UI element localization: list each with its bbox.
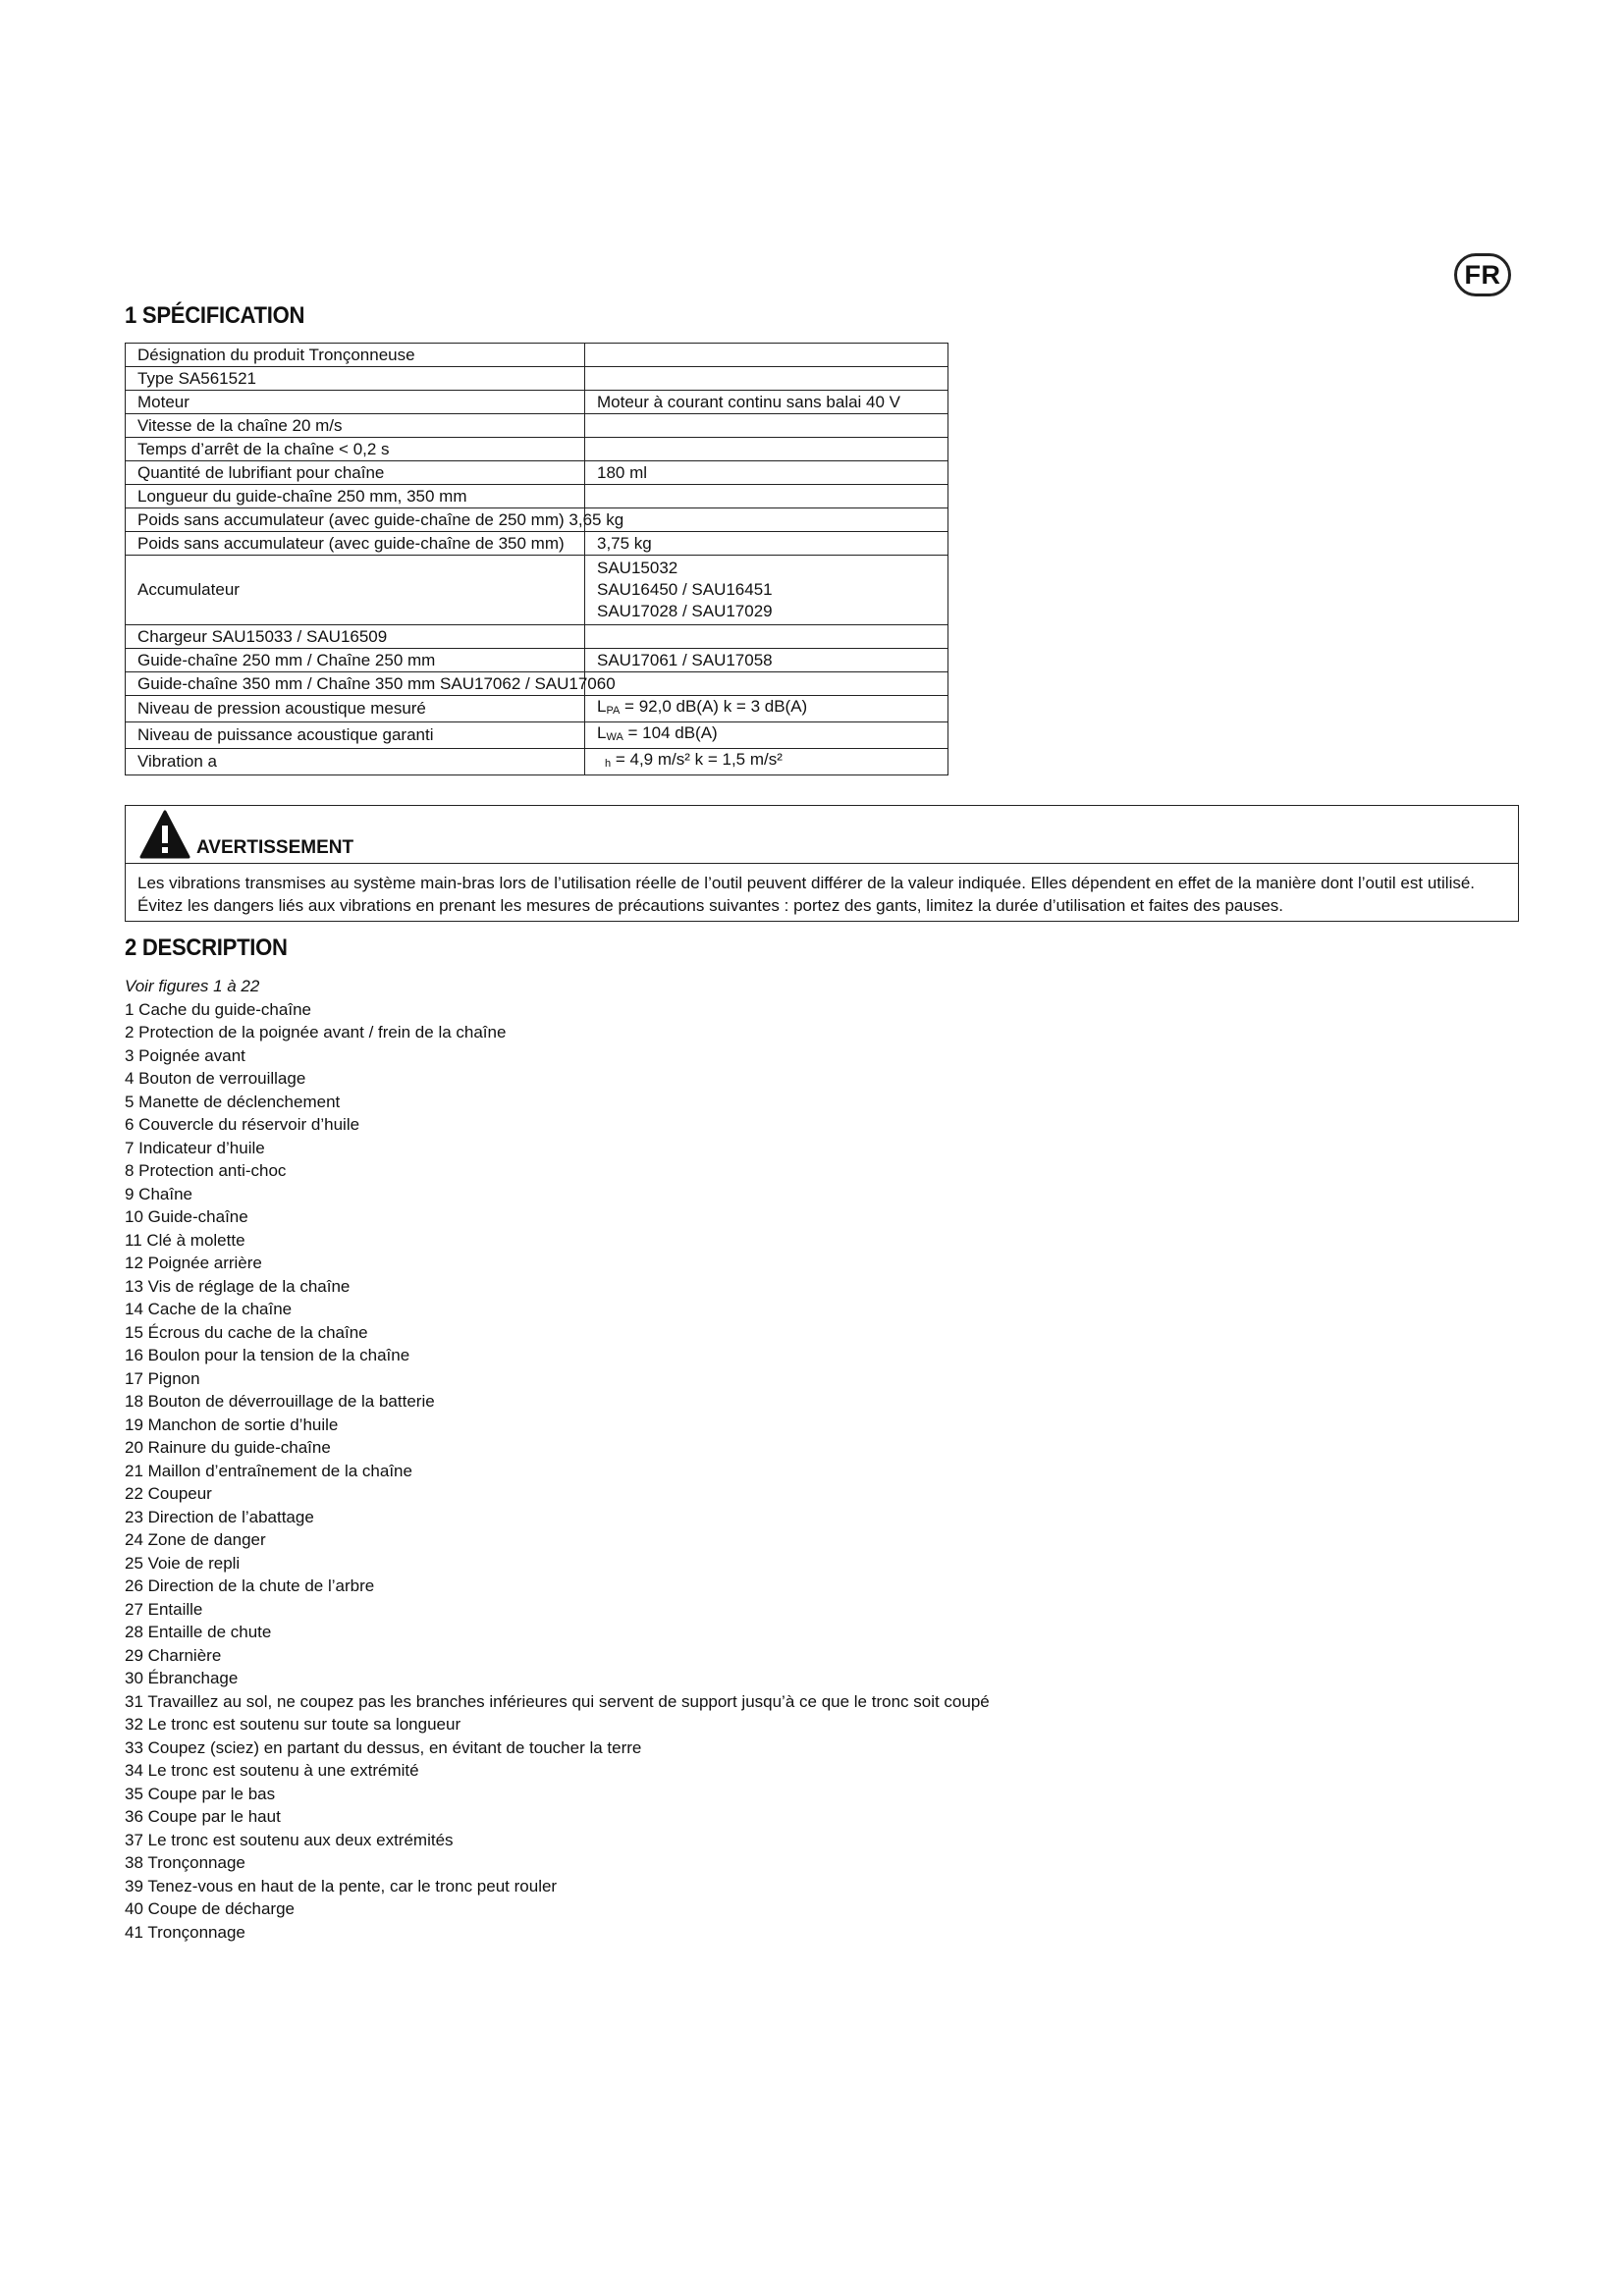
spec-value	[585, 485, 948, 508]
description-list	[125, 975, 990, 1944]
warning-text-line: Évitez les dangers liés aux vibrations en prenant les mesures de précautions suivantes : portez des gants, limitez la durée d’utilisation et faites des pauses.	[137, 896, 1284, 915]
spec-row	[126, 649, 948, 672]
spec-value: 180 ml	[585, 461, 948, 485]
spec-row	[126, 722, 948, 749]
list-item: 27 Entaille	[125, 1599, 203, 1619]
spec-value-text: = 4,9 m/s² k = 1,5 m/s²	[611, 750, 783, 769]
list-item: 33 Coupez (sciez) en partant du dessus, en évitant de toucher la terre	[125, 1737, 642, 1757]
list-item: 14 Cache de la chaîne	[125, 1300, 293, 1318]
list-item: 38 Tronçonnage	[125, 1853, 245, 1872]
spec-value	[585, 414, 948, 438]
warning-box	[125, 805, 1519, 922]
spec-label: Poids sans accumulateur (avec guide-chaîne de 250 mm) 3,65 kg	[126, 508, 585, 532]
list-item: 22 Coupeur	[125, 1484, 212, 1503]
list-item: 7 Indicateur d’huile	[125, 1138, 265, 1157]
list-item: 13 Vis de réglage de la chaîne	[125, 1276, 351, 1296]
description-title: 2 DESCRIPTION	[125, 934, 288, 961]
spec-row	[126, 532, 948, 556]
list-item: 34 Le tronc est soutenu à une extrémité	[125, 1761, 419, 1780]
spec-value	[585, 344, 948, 367]
specification-table	[125, 343, 948, 775]
spec-value-subscript: h	[605, 758, 612, 770]
list-item: 31 Travaillez au sol, ne coupez pas les branches inférieures qui servent de support jusqu’à ce que le tronc soit coupé	[125, 1691, 990, 1711]
spec-label: Vibration a	[126, 749, 585, 775]
list-item: 9 Chaîne	[125, 1184, 192, 1203]
spec-value	[585, 508, 948, 532]
list-item: 19 Manchon de sortie d’huile	[125, 1415, 339, 1434]
list-item: 6 Couvercle du réservoir d’huile	[125, 1115, 360, 1134]
specification-title: 1 SPÉCIFICATION	[125, 302, 305, 329]
list-item: 41 Tronçonnage	[125, 1922, 245, 1942]
figures-reference: Voir figures 1 à 22	[125, 977, 260, 995]
list-item: 1 Cache du guide-chaîne	[125, 999, 311, 1019]
spec-label: Vitesse de la chaîne 20 m/s	[126, 414, 585, 438]
spec-value-symbol: L	[597, 723, 607, 742]
spec-row	[126, 672, 948, 696]
spec-value-text: = 92,0 dB(A) k = 3 dB(A)	[620, 697, 808, 716]
spec-label: Guide-chaîne 250 mm / Chaîne 250 mm	[126, 649, 585, 672]
list-item: 32 Le tronc est soutenu sur toute sa longueur	[125, 1715, 461, 1734]
spec-label: Guide-chaîne 350 mm / Chaîne 350 mm SAU17062 / SAU17060	[126, 672, 585, 696]
list-item: 10 Guide-chaîne	[125, 1207, 248, 1226]
spec-row	[126, 461, 948, 485]
spec-label: Quantité de lubrifiant pour chaîne	[126, 461, 585, 485]
spec-label: Chargeur SAU15033 / SAU16509	[126, 625, 585, 649]
list-item: 30 Ébranchage	[125, 1669, 239, 1687]
warning-text-line: Les vibrations transmises au système main-bras lors de l’utilisation réelle de l’outil peuvent différer de la valeur indiquée. Elles dépendent en effet de la manière dont l’outil est utilisé.	[137, 874, 1476, 892]
list-item: 21 Maillon d’entraînement de la chaîne	[125, 1461, 412, 1480]
spec-value: 3,75 kg	[585, 532, 948, 556]
list-item: 20 Rainure du guide-chaîne	[125, 1438, 331, 1457]
list-item: 5 Manette de déclenchement	[125, 1092, 341, 1111]
list-item: 29 Charnière	[125, 1645, 222, 1665]
list-item: 35 Coupe par le bas	[125, 1784, 276, 1803]
warning-title: AVERTISSEMENT	[196, 837, 354, 858]
spec-label: Poids sans accumulateur (avec guide-chaîne de 350 mm)	[126, 532, 585, 556]
spec-row	[126, 696, 948, 722]
spec-value-line: SAU17028 / SAU17029	[597, 602, 773, 620]
spec-label: Niveau de pression acoustique mesuré	[126, 696, 585, 722]
spec-row	[126, 485, 948, 508]
list-item: 11 Clé à molette	[125, 1230, 245, 1250]
spec-value-subscript: WA	[606, 731, 623, 743]
spec-value	[585, 556, 948, 625]
list-item: 23 Direction de l’abattage	[125, 1507, 314, 1526]
warning-header	[126, 806, 1518, 864]
list-item: 16 Boulon pour la tension de la chaîne	[125, 1346, 410, 1364]
spec-row	[126, 438, 948, 461]
list-item: 18 Bouton de déverrouillage de la batterie	[125, 1392, 435, 1411]
spec-label: Temps d’arrêt de la chaîne < 0,2 s	[126, 438, 585, 461]
list-item: 12 Poignée arrière	[125, 1254, 262, 1272]
list-item: 8 Protection anti-choc	[125, 1161, 287, 1180]
spec-value: SAU17061 / SAU17058	[585, 649, 948, 672]
list-item: 24 Zone de danger	[125, 1530, 266, 1549]
spec-value	[585, 749, 948, 775]
spec-value	[585, 672, 948, 696]
spec-value: Moteur à courant continu sans balai 40 V	[585, 391, 948, 414]
spec-value-subscript: PA	[606, 705, 621, 717]
spec-row	[126, 367, 948, 391]
spec-value-line: SAU16450 / SAU16451	[597, 580, 773, 599]
spec-value	[585, 722, 948, 749]
spec-row	[126, 414, 948, 438]
spec-label: Type SA561521	[126, 367, 585, 391]
spec-label: Moteur	[126, 391, 585, 414]
spec-row	[126, 625, 948, 649]
list-item: 3 Poignée avant	[125, 1045, 245, 1065]
spec-label: Longueur du guide-chaîne 250 mm, 350 mm	[126, 485, 585, 508]
spec-label: Niveau de puissance acoustique garanti	[126, 722, 585, 749]
list-item: 15 Écrous du cache de la chaîne	[125, 1322, 368, 1342]
language-badge: FR	[1454, 253, 1511, 296]
list-item: 36 Coupe par le haut	[125, 1807, 281, 1826]
spec-value-line: SAU15032	[597, 559, 678, 577]
list-item: 4 Bouton de verrouillage	[125, 1069, 306, 1088]
spec-label: Désignation du produit Tronçonneuse	[126, 344, 585, 367]
list-item: 37 Le tronc est soutenu aux deux extrémités	[125, 1830, 454, 1849]
spec-value-text: = 104 dB(A)	[623, 723, 718, 742]
list-item: 2 Protection de la poignée avant / frein de la chaîne	[125, 1023, 507, 1041]
list-item: 40 Coupe de décharge	[125, 1899, 295, 1918]
spec-row	[126, 749, 948, 775]
spec-row	[126, 556, 948, 625]
spec-label: Accumulateur	[126, 556, 585, 625]
list-item: 25 Voie de repli	[125, 1553, 241, 1573]
spec-value	[585, 625, 948, 649]
spec-value	[585, 696, 948, 722]
spec-row	[126, 508, 948, 532]
spec-row	[126, 391, 948, 414]
spec-value	[585, 367, 948, 391]
list-item: 28 Entaille de chute	[125, 1623, 272, 1641]
warning-triangle-icon	[139, 810, 190, 861]
list-item: 39 Tenez-vous en haut de la pente, car le tronc peut rouler	[125, 1876, 558, 1896]
spec-value	[585, 438, 948, 461]
list-item: 26 Direction de la chute de l’arbre	[125, 1576, 375, 1595]
spec-value-symbol: L	[597, 697, 607, 716]
spec-row	[126, 344, 948, 367]
list-item: 17 Pignon	[125, 1368, 200, 1388]
